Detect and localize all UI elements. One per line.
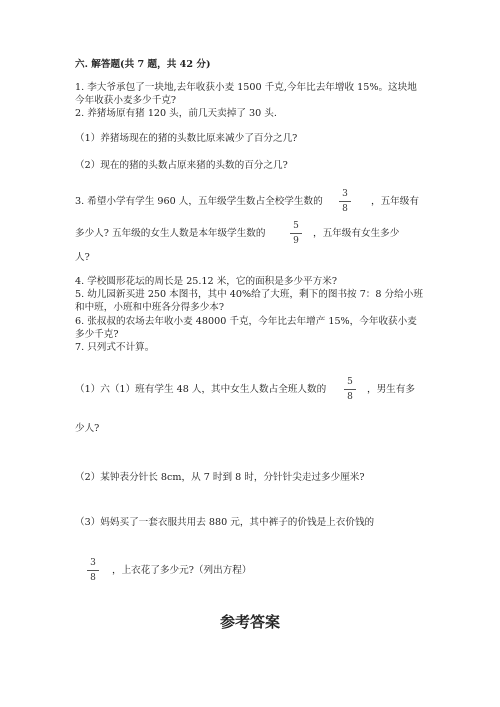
fraction-bar: [339, 201, 351, 202]
fraction-three-eighths: [338, 189, 352, 214]
problem-2-question-1: （1）养猪场现在的猪的头数比原来减少了百分之几?: [75, 133, 298, 144]
fraction-bar: [87, 570, 99, 571]
problem-7-question-3-part-a: （3）妈妈买了一套衣服共用去 880 元，其中裤子的价钱是上衣价钱的: [75, 517, 375, 528]
problem-3-line-2-part-a: 多少人? 五年级的女生人数是本年级学生数的: [75, 228, 266, 239]
problem-7: 7. 只列式不计算。: [75, 342, 155, 353]
fraction-bar: [290, 233, 302, 234]
problem-7-question-1-part-a: （1）六（1）班有学生 48 人，其中女生人数占全班人数的: [75, 384, 327, 395]
problem-3-line-3: 人?: [75, 252, 90, 263]
fraction-numerator: 3: [90, 558, 96, 568]
problem-3-line-1-part-a: 3. 希望小学有学生 960 人，五年级学生数占全校学生数的: [75, 196, 323, 207]
problem-1-line-2: 今年收获小麦多少千克?: [75, 95, 177, 106]
problem-4: 4. 学校圆形花坛的周长是 25.12 米，它的面积是多少平方米?: [75, 276, 337, 287]
problem-6-line-2: 多少千克?: [75, 329, 119, 340]
problem-7-question-3-part-b: ，上衣花了多少元?（列出方程）: [112, 565, 252, 576]
section-title: 六. 解答题(共 7 题，共 42 分): [75, 59, 211, 70]
problem-3-line-1-part-b: ，五年级有: [371, 196, 419, 207]
problem-7-question-1-part-c: 少人?: [75, 423, 100, 434]
fraction-denominator: 8: [90, 573, 96, 583]
fraction-denominator: 9: [293, 236, 299, 246]
problem-2-line-1: 2. 养猪场原有猪 120 头，前几天卖掉了 30 头.: [75, 108, 277, 119]
problem-5-line-2: 和中班，小班和中班各分得多少本?: [75, 302, 225, 313]
problem-1-line-1: 1. 李大爷承包了一块地,去年收获小麦 1500 千克,今年比去年增收 15%。这块地: [75, 82, 417, 93]
problem-5-line-1: 5. 幼儿园新买进 250 本图书，其中 40%给了大班，剩下的图书按 7：8 分给小班: [75, 289, 423, 300]
fraction-five-eighths: [343, 377, 357, 402]
problem-6-line-1: 6. 张叔叔的农场去年收小麦 48000 千克，今年比去年增产 15%，今年收获小麦: [75, 316, 417, 327]
problem-3-line-2-part-b: ，五年级有女生多少: [313, 228, 400, 239]
problem-7-question-1-part-b: ，男生有多: [367, 384, 415, 395]
fraction-numerator: 5: [293, 221, 299, 231]
fraction-denominator: 8: [347, 392, 353, 402]
problem-7-question-2: （2）某钟表分针长 8cm，从 7 时到 8 时，分针针尖走过多少厘米?: [75, 472, 365, 483]
problem-2-question-2: （2）现在的猪的头数占原来猪的头数的百分之几?: [75, 160, 288, 171]
fraction-numerator: 3: [342, 189, 348, 199]
fraction-bar: [344, 389, 356, 390]
fraction-denominator: 8: [342, 204, 348, 214]
fraction-numerator: 5: [347, 377, 353, 387]
answer-heading: 参考答案: [219, 613, 280, 631]
fraction-five-ninths: [289, 221, 303, 246]
fraction-three-eighths-second: [86, 558, 100, 583]
